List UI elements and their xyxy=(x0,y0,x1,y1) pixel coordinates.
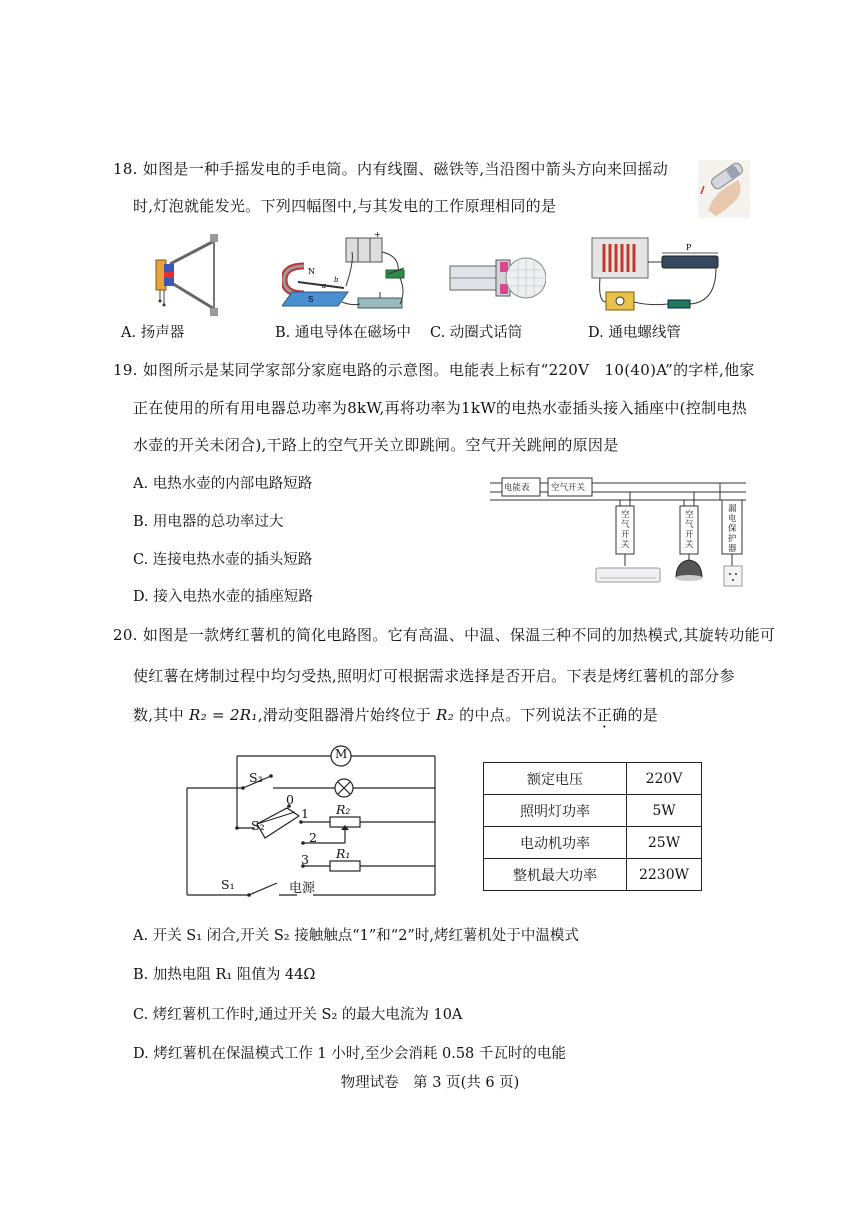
emphasis-not-correct: 不正确 xyxy=(581,706,628,724)
table-row xyxy=(484,827,702,859)
s3-label: S₃ xyxy=(249,770,263,785)
q20-option-b: B. 加热电阻 R₁ 阻值为 44Ω xyxy=(133,967,316,983)
rheostat-p-label: P xyxy=(686,243,692,252)
s2-label: S₂ xyxy=(251,818,265,833)
figure-d-solenoid xyxy=(590,236,724,320)
param-key: 电动机功率 xyxy=(484,827,627,859)
param-key: 照明灯功率 xyxy=(484,795,627,827)
motor-label: M xyxy=(335,747,348,761)
meter-label: 电能表 xyxy=(504,483,530,493)
q18-option-c: C. 动圈式话筒 xyxy=(430,325,523,341)
q19-line3: 水壶的开关未闭合),干路上的空气开关立即跳闸。空气开关跳闸的原因是 xyxy=(133,436,619,454)
q19-option-c: C. 连接电热水壶的插头短路 xyxy=(133,552,313,568)
s1-label: S₁ xyxy=(221,877,235,892)
rod-a-label: a xyxy=(322,282,327,290)
param-value: 2230W xyxy=(627,859,702,891)
q18-line2: 时,灯泡就能发光。下列四幅图中,与其发电的工作原理相同的是 xyxy=(133,197,557,215)
q20-line2: 使红薯在烤制过程中均匀受热,照明灯可根据需求选择是否开启。下表是烤红薯机的部分参 xyxy=(133,667,735,685)
page-footer: 物理试卷 第 3 页(共 6 页) xyxy=(340,1075,520,1091)
magnet-s-label: S xyxy=(308,295,314,304)
household-circuit-diagram xyxy=(488,474,750,596)
magnet-n-label: N xyxy=(308,267,315,276)
branch-switch-1-label: 空气开关 xyxy=(621,510,630,550)
param-value: 25W xyxy=(627,827,702,859)
q20-option-d: D. 烤红薯机在保温模式工作 1 小时,至少会消耗 0.58 千瓦时的电能 xyxy=(133,1046,566,1062)
q18-option-b: B. 通电导体在磁场中 xyxy=(275,325,411,341)
q19-option-d: D. 接入电热水壶的插座短路 xyxy=(133,589,313,605)
contact-0-label: 0 xyxy=(286,792,294,807)
q18-option-d: D. 通电螺线管 xyxy=(588,325,681,341)
leakage-protector-label: 漏电保护器 xyxy=(728,504,737,554)
branch-switch-2-label: 空气开关 xyxy=(685,510,694,550)
battery-plus-label: + xyxy=(374,232,381,239)
q20-line1: 20. 如图是一款烤红薯机的简化电路图。它有高温、中温、保温三种不同的加热模式,其旋转功能可 xyxy=(113,626,776,644)
roaster-circuit-diagram xyxy=(185,742,440,900)
figure-a-speaker xyxy=(150,234,226,318)
r1-label: R₁ xyxy=(336,846,351,861)
param-key: 整机最大功率 xyxy=(484,859,627,891)
q20-option-a: A. 开关 S₁ 闭合,开关 S₂ 接触触点“1”和“2”时,烤红薯机处于中温模式 xyxy=(133,928,579,944)
q19-line2: 正在使用的所有用电器总功率为8kW,再将功率为1kW的电热水壶插头接入插座中(控制电热 xyxy=(133,399,748,417)
figure-c-microphone xyxy=(448,252,546,316)
contact-2-label: 2 xyxy=(309,830,317,845)
main-switch-label: 空气开关 xyxy=(551,483,586,493)
parameter-table xyxy=(483,762,702,891)
r2-label: R₂ xyxy=(336,802,351,817)
table-row xyxy=(484,763,702,795)
flashlight-photo xyxy=(698,160,750,218)
rod-b-label: b xyxy=(334,276,339,284)
contact-1-label: 1 xyxy=(301,806,309,821)
q20-option-c: C. 烤红薯机工作时,通过开关 S₂ 的最大电流为 10A xyxy=(133,1007,463,1023)
q18-option-a: A. 扬声器 xyxy=(121,325,185,341)
q19-option-b: B. 用电器的总功率过大 xyxy=(133,514,284,530)
contact-3-label: 3 xyxy=(301,852,309,867)
q19-line1: 19. 如图所示是某同学家部分家庭电路的示意图。电能表上标有“220V 10(40)A”的字样,他家 xyxy=(113,361,755,379)
param-value: 220V xyxy=(627,763,702,795)
table-row xyxy=(484,795,702,827)
param-value: 5W xyxy=(627,795,702,827)
power-source-label: 电源 xyxy=(289,881,316,896)
q18-line1: 18. 如图是一种手摇发电的手电筒。内有线圈、磁铁等,当沿图中箭头方向来回摇动 xyxy=(113,160,669,178)
table-row xyxy=(484,859,702,891)
q19-option-a: A. 电热水壶的内部电路短路 xyxy=(133,476,313,492)
q20-line3: 数,其中 R₂ = 2R₁,滑动变阻器滑片始终位于 R₂ 的中点。下列说法不正确的是 xyxy=(133,706,659,724)
param-key: 额定电压 xyxy=(484,763,627,795)
figure-b-conductor-in-field xyxy=(282,232,412,318)
